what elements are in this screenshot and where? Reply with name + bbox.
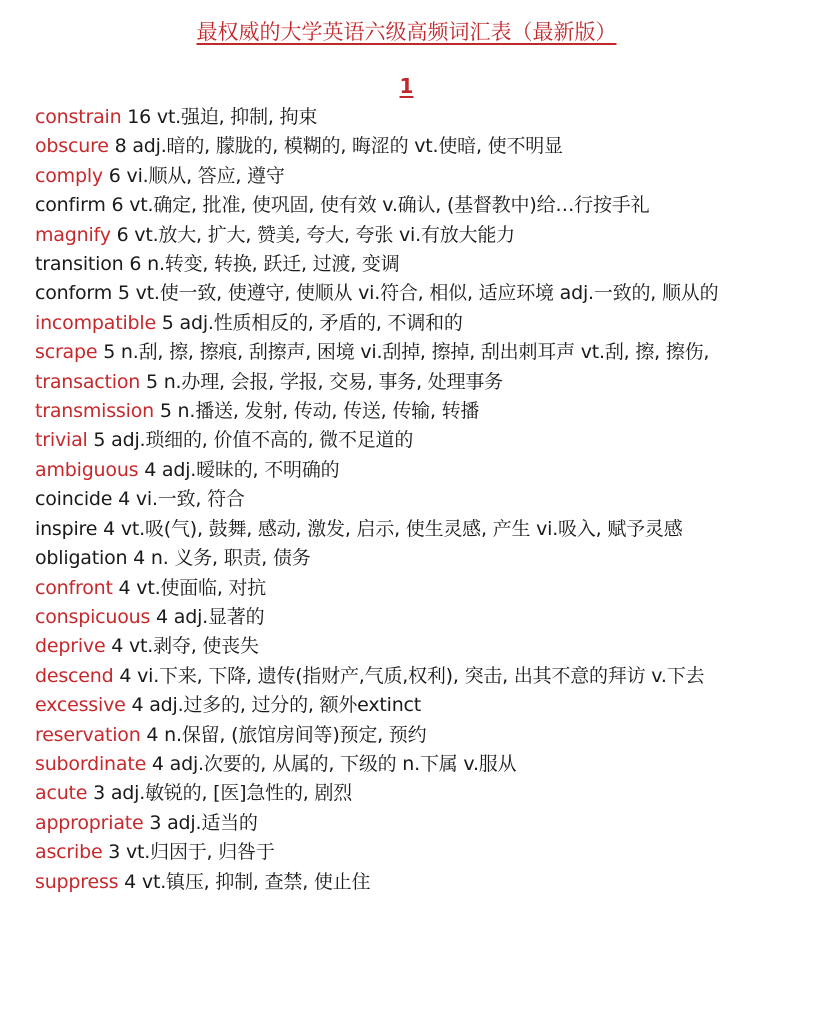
vocab-definition: 4 adj.显著的 bbox=[150, 605, 265, 628]
vocab-entry bbox=[35, 221, 805, 250]
vocab-entry bbox=[35, 662, 805, 691]
vocab-entry bbox=[35, 691, 805, 720]
vocab-word: constrain bbox=[35, 106, 122, 128]
vocab-definition: 5 n.刮, 擦, 擦痕, 刮擦声, 困境 vi.刮掉, 擦掉, 刮出刺耳声 vt.刮, 擦, 擦伤, bbox=[97, 341, 710, 364]
vocab-word: appropriate bbox=[35, 811, 144, 834]
vocab-entry bbox=[35, 515, 805, 544]
vocab-entry bbox=[35, 779, 805, 808]
vocab-word: transition bbox=[35, 253, 124, 276]
vocab-definition: 3 adj.适当的 bbox=[143, 811, 258, 834]
vocab-entry bbox=[35, 750, 805, 779]
title-text: 最权威的大学英语六级高频词汇表（最新版） bbox=[196, 20, 617, 44]
vocab-entry bbox=[35, 544, 805, 573]
vocab-entry bbox=[35, 456, 805, 485]
vocab-definition: 4 vt.使面临, 对抗 bbox=[112, 576, 267, 599]
vocab-entry bbox=[35, 397, 805, 426]
vocab-entry bbox=[35, 279, 805, 308]
vocab-word: suppress bbox=[35, 870, 119, 893]
vocab-definition: 4 vi.一致, 符合 bbox=[112, 488, 245, 511]
vocab-word: conspicuous bbox=[35, 605, 151, 628]
vocab-entry bbox=[35, 426, 805, 455]
page-number bbox=[0, 74, 813, 98]
vocab-entry bbox=[35, 191, 805, 220]
vocab-definition: 4 vi.下来, 下降, 遗传(指财产,气质,权利), 突击, 出其不意的拜访 v.下去 bbox=[113, 664, 705, 687]
vocab-word: conform bbox=[35, 282, 113, 305]
vocab-definition: 5 n.办理, 会报, 学报, 交易, 事务, 处理事务 bbox=[140, 370, 503, 393]
vocab-entry bbox=[35, 838, 805, 867]
vocab-entry bbox=[35, 250, 805, 279]
vocab-word: obligation bbox=[35, 547, 128, 570]
vocab-entry bbox=[35, 721, 805, 750]
vocab-entry bbox=[35, 809, 805, 838]
vocab-entry bbox=[35, 603, 805, 632]
vocab-word: descend bbox=[35, 664, 114, 687]
vocab-word: ambiguous bbox=[35, 458, 139, 481]
vocab-word: deprive bbox=[35, 635, 106, 658]
vocab-word: comply bbox=[35, 164, 103, 187]
vocab-word: obscure bbox=[35, 135, 109, 158]
vocab-definition: 6 vt.放大, 扩大, 赞美, 夸大, 夸张 vi.有放大能力 bbox=[110, 223, 515, 246]
vocab-word: inspire bbox=[35, 517, 98, 540]
page-title bbox=[0, 16, 813, 46]
vocab-definition: 5 adj.琐细的, 价值不高的, 微不足道的 bbox=[87, 429, 414, 452]
vocab-entry bbox=[35, 632, 805, 661]
vocab-definition: 4 vt.剥夺, 使丧失 bbox=[105, 635, 259, 658]
vocab-definition: 5 n.播送, 发射, 传动, 传送, 传输, 转播 bbox=[153, 400, 480, 423]
vocab-entry bbox=[35, 103, 805, 132]
vocab-word: confront bbox=[35, 576, 113, 599]
vocab-word: coincide bbox=[35, 488, 113, 511]
vocab-entry bbox=[35, 162, 805, 191]
vocab-entry bbox=[35, 132, 805, 161]
vocab-definition: 4 adj.暧昧的, 不明确的 bbox=[138, 458, 340, 481]
vocab-definition: 4 vt.吸(气), 鼓舞, 感动, 激发, 启示, 使生灵感, 产生 vi.吸入, 赋予灵感 bbox=[97, 517, 683, 540]
vocab-word: scrape bbox=[35, 341, 98, 364]
vocab-entry bbox=[35, 368, 805, 397]
vocab-word: reservation bbox=[35, 723, 141, 746]
vocab-definition: 3 adj.敏锐的, [医]急性的, 剧烈 bbox=[87, 782, 353, 805]
vocab-definition: 6 vt.确定, 批准, 使巩固, 使有效 v.确认, (基督教中)给…行按手礼 bbox=[105, 194, 650, 217]
page-number-text: 1 bbox=[399, 74, 414, 98]
vocab-entry bbox=[35, 574, 805, 603]
vocab-definition: 5 vt.使一致, 使遵守, 使顺从 vi.符合, 相似, 适应环境 adj.一致的, 顺从的 bbox=[112, 282, 719, 305]
vocab-word: transmission bbox=[35, 400, 154, 423]
vocab-word: ascribe bbox=[35, 841, 103, 864]
vocab-entry bbox=[35, 868, 805, 897]
vocab-entry bbox=[35, 485, 805, 514]
vocab-word: transaction bbox=[35, 370, 141, 393]
vocab-word: acute bbox=[35, 782, 88, 805]
vocab-definition: 8 adj.暗的, 朦胧的, 模糊的, 晦涩的 vt.使暗, 使不明显 bbox=[108, 135, 563, 158]
vocab-entry bbox=[35, 309, 805, 338]
vocab-word: magnify bbox=[35, 223, 111, 246]
vocab-word: confirm bbox=[35, 194, 106, 217]
vocab-word: incompatible bbox=[35, 311, 156, 334]
vocab-word: excessive bbox=[35, 694, 126, 717]
vocab-entry bbox=[35, 338, 805, 367]
bottom-fade bbox=[0, 980, 813, 1020]
vocab-definition: 4 vt.镇压, 抑制, 查禁, 使止住 bbox=[118, 870, 371, 893]
vocab-definition: 4 adj.过多的, 过分的, 额外extinct bbox=[125, 694, 422, 717]
vocab-word: trivial bbox=[35, 429, 88, 452]
vocab-definition: 16 vt.强迫, 抑制, 拘束 bbox=[121, 106, 318, 128]
vocab-definition: 6 vi.顺从, 答应, 遵守 bbox=[102, 164, 285, 187]
vocab-definition: 4 n. 义务, 职责, 债务 bbox=[127, 547, 311, 570]
vocab-definition: 3 vt.归因于, 归咎于 bbox=[102, 841, 275, 864]
vocab-definition: 4 n.保留, (旅馆房间等)预定, 预约 bbox=[140, 723, 427, 746]
vocab-definition: 5 adj.性质相反的, 矛盾的, 不调和的 bbox=[155, 311, 463, 334]
vocab-definition: 6 n.转变, 转换, 跃迁, 过渡, 变调 bbox=[123, 253, 400, 276]
vocab-word: subordinate bbox=[35, 752, 147, 775]
vocab-definition: 4 adj.次要的, 从属的, 下级的 n.下属 v.服从 bbox=[146, 752, 517, 775]
vocabulary-list bbox=[35, 103, 805, 897]
